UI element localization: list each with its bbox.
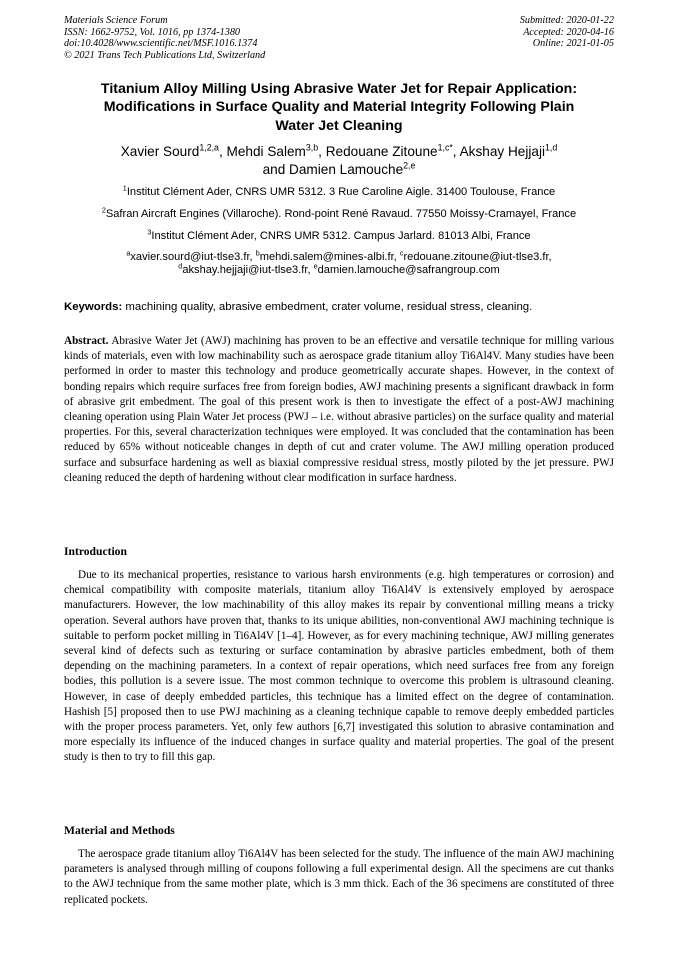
doi: doi:10.4028/www.scientific.net/MSF.1016.1374: [64, 38, 258, 50]
accepted-date: Accepted: 2020-04-16: [523, 26, 614, 38]
author-name: and Damien Lamouche: [262, 162, 404, 177]
author-name: Xavier Sourd: [120, 144, 200, 159]
email-address[interactable]: mehdi.salem@mines-albi.fr,: [259, 251, 400, 263]
keywords-label: Keywords:: [64, 301, 123, 313]
affiliation-mark: 2: [101, 205, 106, 215]
email-mark: a: [126, 248, 131, 258]
affiliation-mark: 1: [122, 183, 127, 193]
abstract-text: Abrasive Water Jet (AWJ) machining has proven to be an effective and versatile technique for milling various kinds of materials, even with low machinability such as aerospace grade titanium alloy Ti6Al4V. Many studies have been performed in order to master this technology and produce geometrically accurate shapes. However, in the context of bonding repairs which require surfaces free from foreign bodies, AWJ machining presents a significant drawback in form of abrasive grit embedment. The goal of this present work is then to investigate the effect of a post-AWJ machining cleaning operation using Plain Water Jet process (PWJ – i.e. without abrasive particles) on the surface quality and material properties. For this, several characterization techniques were employed. It was concluded that the contamination has been reduced by 65% without noticeable changes in depth of cut and crater volume. The AWJ milling operation produced surface and subsurface hardening as well as biaxial compressive residual stress, mostly piloted by the jet pressure. PWJ cleaning reduced the depth of hardening without clear modification in surface hardness.: [64, 335, 614, 484]
paper-title: [54, 80, 624, 135]
author-affiliation-mark: 3,b: [305, 142, 319, 153]
author-name: Mehdi Salem: [226, 144, 306, 159]
author-affiliation-mark: 1,d: [544, 142, 558, 153]
affiliation: [54, 227, 624, 243]
journal-name: Materials Science Forum: [64, 15, 168, 26]
author-affiliation-mark: 2,e: [403, 160, 416, 171]
journal-header: [64, 15, 364, 61]
title-line: Modifications in Surface Quality and Material Integrity Following Plain: [103, 99, 575, 116]
title-line: Water Jet Cleaning: [275, 117, 403, 134]
dates-header: [414, 15, 614, 50]
author-separator: ,: [318, 144, 326, 159]
affiliation-text: Safran Aircraft Engines (Villaroche). Rond-point René Ravaud. 77550 Moissy-Cramayel, France: [105, 208, 577, 220]
affiliation: [54, 183, 624, 199]
author-separator: ,: [452, 144, 460, 159]
affiliation-text: Institut Clément Ader, CNRS UMR 5312. 3 Rue Caroline Aigle. 31400 Toulouse, France: [126, 186, 556, 198]
affiliation-text: Institut Clément Ader, CNRS UMR 5312. Campus Jarlard. 81013 Albi, France: [151, 230, 531, 242]
email-mark: d: [178, 261, 183, 271]
section-heading-introduction: Introduction: [64, 545, 127, 558]
email-list: [54, 248, 624, 278]
author-list: [54, 143, 624, 179]
affiliation: [54, 205, 624, 221]
keywords-text: machining quality, abrasive embedment, crater volume, residual stress, cleaning.: [122, 301, 533, 313]
copyright: © 2021 Trans Tech Publications Ltd, Switzerland: [64, 49, 266, 61]
online-date: Online: 2021-01-05: [532, 38, 614, 50]
section-heading-methods: Material and Methods: [64, 824, 175, 837]
email-mark: c: [399, 248, 404, 258]
author-affiliation-mark: 1,c*: [437, 142, 453, 153]
author-name: Akshay Hejjaji: [459, 144, 545, 159]
affiliation-mark: 3: [147, 227, 152, 237]
email-address[interactable]: redouane.zitoune@iut-tlse3.fr,: [403, 251, 552, 263]
introduction-paragraph: Due to its mechanical properties, resistance to various harsh environments (e.g. high temperatures or corrosion) and chemical compatibility with composite materials, titanium alloy Ti6Al4V is extensively employed by aerospace manufacturers. However, the low machinability of this alloy makes its repair by conventional milling means a tricky operation. Several authors have proven that, thanks to its unique abilities, non-conventional AWJ machining technique is suitable to perform pocket milling in Ti6Al4V [1–4]. However, as for every machining technique, AWJ milling generates several kind of defects such as texturing or surface contamination by abrasive particles embedment, both of them depending on the machining parameters. In a context of repair operations, which need surfaces free from any foreign bodies, this pollution is a severe issue. The most common technique to overcome this problem is ultrasound cleaning. However, in case of deeply embedded particles, this technique has a limited effect on the degree of contamination. Hashish [5] proposed then to use PWJ machining as a cleaning technique capable to remove deeply embedded particles with the proper process parameters. Yet, only few authors [6,7] investigated this solution to abrasive contamination and more especially its influence of the induced changes in surface quality and material properties. The goal of the present study is then to try to fill this gap.: [64, 569, 614, 764]
abstract: [64, 334, 614, 486]
author-separator: ,: [218, 144, 227, 159]
keywords: [64, 300, 624, 314]
methods-paragraph: The aerospace grade titanium alloy Ti6Al4V has been selected for the study. The influence of the main AWJ machining parameters is analysed through milling of coupons following a full experimental design. All the specimens are cut thanks to the AWJ technique from the same mother plate, which is 3 mm thick. Each of the 36 specimens are constituted of three replicated pockets.: [64, 848, 614, 906]
submitted-date: Submitted: 2020-01-22: [519, 15, 614, 26]
author-name: Redouane Zitoune: [325, 144, 438, 159]
email-mark: b: [255, 248, 260, 258]
abstract-label: Abstract.: [64, 335, 109, 347]
email-mark: e: [313, 261, 318, 271]
email-address[interactable]: akshay.hejjaji@iut-tlse3.fr,: [182, 264, 314, 277]
email-address[interactable]: xavier.sourd@iut-tlse3.fr,: [130, 251, 256, 263]
title-line: Titanium Alloy Milling Using Abrasive Water Jet for Repair Application:: [100, 81, 578, 97]
email-address[interactable]: damien.lamouche@safrangroup.com: [317, 264, 500, 277]
issn: ISSN: 1662-9752, Vol. 1016, pp 1374-1380: [64, 26, 241, 38]
author-affiliation-mark: 1,2,a: [199, 142, 219, 153]
